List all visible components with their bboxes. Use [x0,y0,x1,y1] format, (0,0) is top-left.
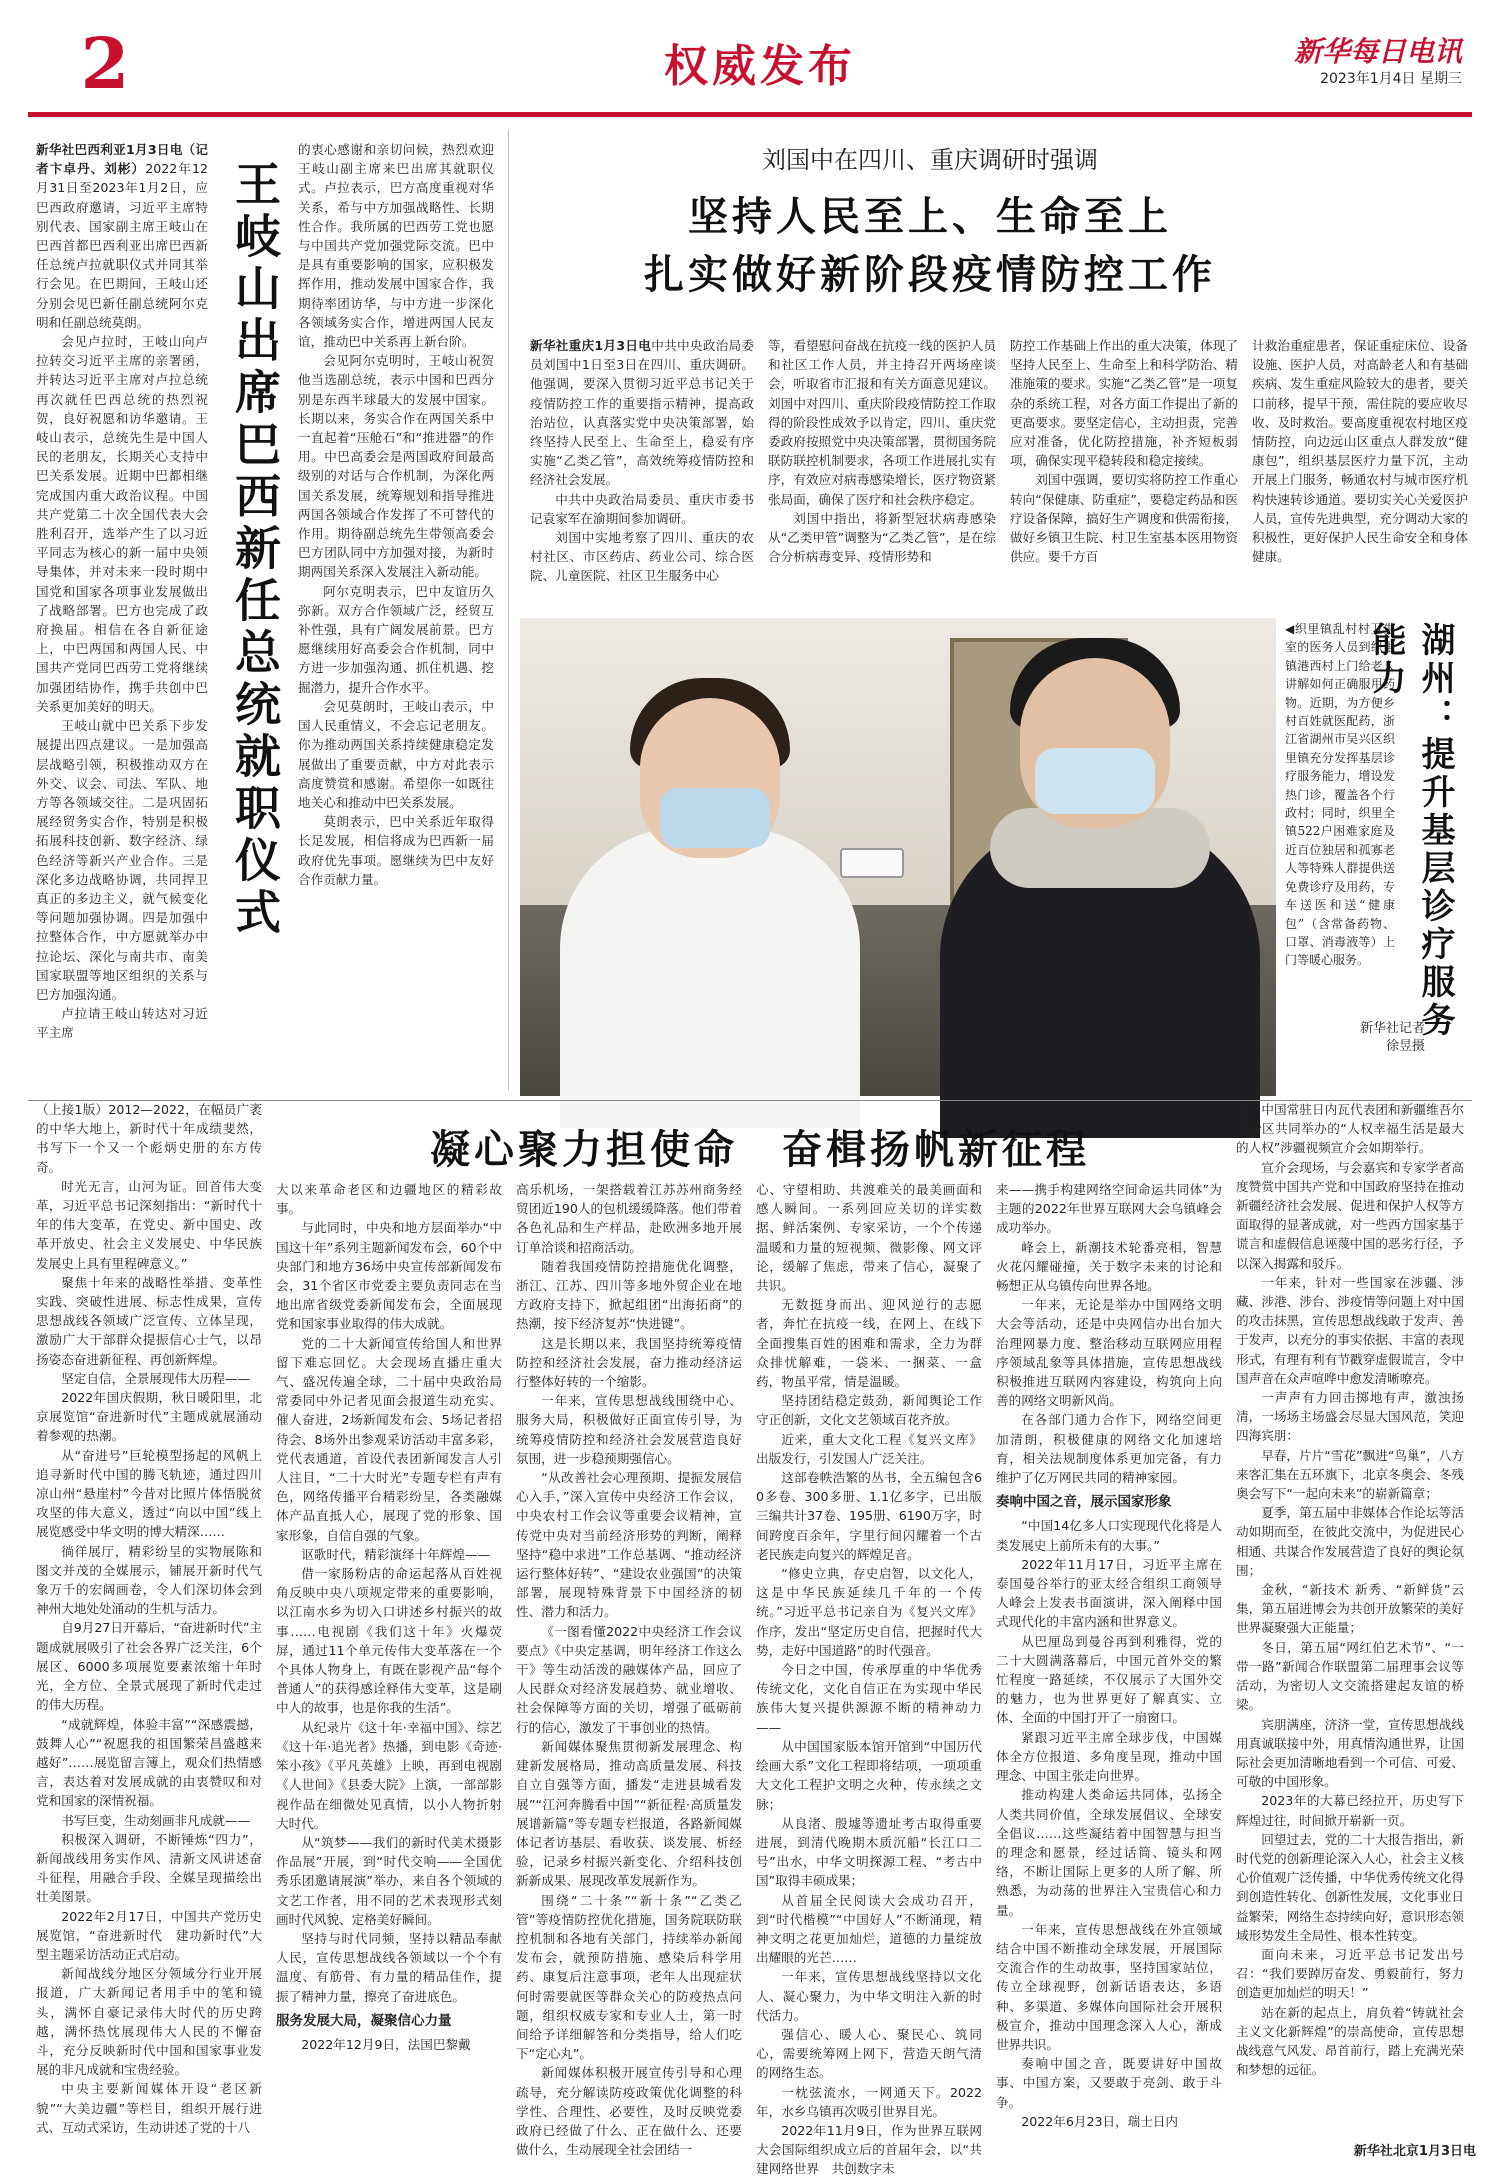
review-paragraph: 从中国国家版本馆开馆到“中国历代绘画大系”文化工程即将结项，一项项重大文化工程护文明之火种，传永续之文脉； [756,1738,982,1812]
masthead-rule [28,112,1472,117]
wang-dateline: 新华社巴西利亚1月3日电（记者卞卓丹、刘彬） [36,142,208,177]
wang-paragraph: 的衷心感谢和亲切问候，热烈欢迎王岐山副主席来巴出席其就职仪式。卢拉表示，巴方高度重视对华关系，希与中方加强战略性、长期性合作。我所属的巴西劳工党也愿与中国共产党加强党际交流。巴中是具有重要影响的国家，应积极发挥作用，推动发展中国家合作，我期待率团访华，与中方进一步深化各领域务实合作，增进两国人民友谊，推动巴中关系再上新台阶。 [298,142,494,350]
review-paragraph: 中央主要新闻媒体开设“老区新貌”“大美边疆”等栏目，组织开展行进式、互动式采访，生动讲述了党的十八 [36,2081,262,2135]
review-paragraph: 一声声有力回击掷地有声，激浊扬清，一场场主场盛会尽显大国风范，笑迎四海宾朋： [1236,1390,1464,1444]
wang-headline: 王岐山出席巴西新任总统就职仪式 [228,160,282,940]
review-paragraph: 时光无言，山河为证。回首伟大变革，习近平总书记深刻指出：“新时代十年的伟大变革，在党史、新中国史、改革开放史、社会主义发展史、中华民族发展史上具有里程碑意义。” [36,1178,262,1271]
review-paragraph: 从纪录片《这十年·幸福中国》、综艺《这十年·追光者》热播，到电影《奇迹·笨小孩》《平凡英雄》上映，再到电视剧《人世间》《县委大院》上演，一部部影视作品在细微处见真情，以小人物折射大时代。 [276,1719,502,1831]
review-paragraph: 从“筑梦——我们的新时代美术摄影作品展”开展，到“时代交响——全国优秀乐团邀请展演”举办，来自各个领域的文艺工作者，用不同的艺术表现形式刻画时代风貌、定格美好瞬间。 [276,1834,502,1927]
review-paragraph: 2022年6月23日，瑞士日内 [1021,2113,1179,2129]
review-paragraph: 2022年11月17日，习近平主席在泰国曼谷举行的亚太经合组织工商领导人峰会上发表书面演讲，深入阐释中国式现代化的丰富内涵和世界意义。 [996,1556,1222,1630]
review-paragraph: 2022年11月9日，作为世界互联网大会国际组织成立后的首届年会，以“共建网络世界 共创数字未 [756,2122,982,2177]
review-paragraph: 书写巨变，生动刻画非凡成就—— [61,1812,251,1828]
review-paragraph: 随着我国疫情防控措施优化调整，浙江、江苏、四川等多地外贸企业在地方政府支持下，掀起组团“出海拓商”的热潮，按下经济复苏“快进键”。 [516,1258,742,1332]
liu-article-column-3 [1010,336,1238,608]
liu-paragraph: 刘国中指出，将新型冠状病毒感染从“乙类甲管”调整为“乙类乙管”，是在综合分析病毒变异、疫情形势和 [768,510,996,565]
review-paragraph: 从良渚、殷墟等遗址考古取得重要进展，到清代晚期木质沉船“长江口二号”出水，中华文明探源工程、“考古中国”取得丰硕成果； [756,1815,982,1889]
photo-headline: 湖州：提升基层诊疗服务能力 [1366,622,1455,1040]
review-paragraph: 早春，片片“雪花”飘进“鸟巢”，八方来客汇集在五环旗下，北京冬奥会、冬残奥会写下“一起向未来”的崭新篇章； [1236,1447,1464,1502]
review-paragraph: “从改善社会心理预期、提振发展信心入手，”深入宣传中央经济工作会议，中央农村工作会议等重要会议精神，宣传党中央对当前经济形势的判断，阐释坚持“稳中求进”工作总基调、“推动经济运行整体好转”、“建设农业强国”的决策部署，展现特殊背景下中国经济的韧性、潜力和活力。 [516,1470,742,1620]
liu-article-column-4 [1252,336,1468,608]
liu-paragraph: 等，看望慰问奋战在抗疫一线的医护人员和社区工作人员，并主持召开两场座谈会，听取省市汇报和有关方面意见建议。刘国中对四川、重庆阶段疫情防控工作取得的阶段性成效予以肯定，四川、重庆党委政府按照党中央决策部署，贯彻国务院联防联控机制要求，各项工作进展扎实有序，有效应对病毒感染增长，医疗物资紧张局面，确保了医疗和社会秩序稳定。 [768,338,996,507]
section-title: 权威发布 [664,41,856,92]
liu-headline [540,188,1320,304]
photo-credit-org: 新华社记者 [1359,1021,1425,1036]
photo-credit-name: 徐昱摄 [1385,1039,1425,1054]
wang-paragraph: 会见阿尔克明时，王岐山祝贺他当选副总统，表示中国和巴西分别是东西半球最大的发展中国家。长期以来，务实合作在两国关系中一直起着“压舱石”和“推进器”的作用。中巴高委会是两国政府间最高级别的对话与合作机制，为深化两国关系发展，统筹规划和指导推进两国各领域合作发挥了不可替代的作用。期待副总统先生带领高委会巴方团队同中方加强对接，为新时期两国关系深入发展注入新动能。 [298,353,494,580]
review-paragraph: 与此同时，中央和地方层面举办“中国这十年”系列主题新闻发布会，60个中央部门和地方36场中央宣传部新闻发布会，31个省区市党委主要负责同志在当地出席省级党委新闻发布会，全面展现党和国家事业取得的伟大成就。 [276,1220,502,1332]
liu-headline-line-1: 坚持人民至上、生命至上 [688,193,1172,240]
review-paragraph: 聚焦十年来的战略性举措、变革性实践、突破性进展、标志性成果，宣传思想战线各领域广泛宣传、立体呈现，激励广大干部群众提振信心士气，以昂扬姿态奋进新征程、再创新辉煌。 [36,1274,262,1367]
wang-paragraph: 会见卢拉时，王岐山向卢拉转交习近平主席的亲署函，并转达习近平主席对卢拉总统再次就任巴西总统的热烈祝贺，良好祝愿和访华邀请。王岐山表示，总统先生是中国人民的老朋友，长期关心支持中巴关系发展。近期中巴都相继完成国内重大政治议程。中国共产党第二十次全国代表大会胜利召开，选举产生了以习近平同志为核心的新一届中央领导集体，并对未来一段时期中国党和国家各项事业发展做出了战略部署。巴方也完成了政府换届。相信在各自新征途上，中巴两国和两国人民、中国共产党同巴西劳工党将继续加强团结协作，携手共创中巴关系更加美好的明天。 [36,334,208,714]
review-paragraph: 近来，重大文化工程《复兴文库》出版发行，引发国人广泛关注。 [756,1431,982,1466]
wang-paragraph: 卢拉请王岐山转达对习近平主席 [36,1006,208,1041]
review-column-2 [276,1180,502,2140]
liu-article-column-1 [530,336,754,608]
review-paragraph: 从巴厘岛到曼谷再到利雅得，党的二十大圆满落幕后，中国元首外交的繁忙程度一路延续，不仅展示了大国外交的魅力，也为世界更好了解真实、立体、全面的中国打开了一扇窗口。 [996,1633,1222,1726]
review-paragraph: 讴歌时代，精彩演绎十年辉煌—— [301,1546,491,1562]
review-paragraph: “中国14亿多人口实现现代化将是人类发展史上前所未有的大事。” [996,1518,1222,1553]
review-paragraph: 2023年的大幕已经拉开，历史写下辉煌过往，时间掀开崭新一页。 [1236,1793,1464,1828]
liu-paragraph: 刘国中实地考察了四川、重庆的农村社区、市区药店、药业公司、综合医院、儿童医院、社区卫生服务中心 [530,530,754,584]
review-paragraph: 大以来革命老区和边疆地区的精彩故事。 [276,1182,502,1217]
liu-paragraph: 中共中央政治局委员刘国中1日至3日在四川、重庆调研。他强调，要深入贯彻习近平总书记关于疫情防控工作的重要指示精神，提高政治站位，认真落实党中央决策部署，始终坚持人民至上、生命至上，稳妥有序实施“乙类乙管”，高效统筹疫情防控和经济社会发展。 [530,338,754,488]
review-paragraph: 一年来，宣传思想战线围绕中心、服务大局，积极做好正面宣传引导，为统筹疫情防控和经济社会发展营造良好氛围，进一步稳预期强信心。 [516,1393,742,1466]
review-paragraph: 《一图看懂2022中央经济工作会议要点》《中央定基调，明年经济工作这么干》等生动活泼的融媒体产品，回应了人民群众对经济发展趋势、就业增收、社会保障等方面的关切，增强了砥砺前行的信心，激发了干事创业的热情。 [516,1623,742,1735]
photo-caption: ◀织里镇乱村村卫生室的医务人员到织里镇港西村上门给老人讲解如何正确服用药物。近期，为方便乡村百姓就医配药，浙江省湖州市吴兴区织里镇充分发挥基层诊疗服务能力，增设发热门诊，覆盖各个行政村；同时，织里全镇522户困难家庭及近百位独居和孤寡老人等特殊人群提供送免费诊疗及用药，专车送医和送“健康包”（含常备药物、口罩、消毒液等）上门等暖心服务。 [1285,622,1395,968]
liu-paragraph: 防控工作基础上作出的重大决策，体现了坚持人民至上、生命至上和科学防治、精准施策的要求。实施“乙类乙管”是一项复杂的系统工程，对各方面工作提出了新的更高要求。要坚定信心，主动担责，完善应对准备，优化防控措施，补齐短板弱项，确保实现平稳转段和稳定接续。 [1010,338,1238,469]
liu-kicker: 刘国中在四川、重庆调研时强调 [762,146,1098,174]
review-paragraph: 冬日，第五届“网红伯艺术节”、“一带一路”新闻合作联盟第二届理事会议等活动，为密切人文交流搭建起友谊的桥梁。 [1236,1639,1464,1713]
review-paragraph: 这部卷帙浩繁的丛书，全五编包含60多卷、300多册、1.1亿多字，已出版三编共计37卷、195册、6190万字，时间跨度百余年，字里行间闪耀着一个古老民族走向复兴的辉煌足音。 [756,1470,982,1562]
review-paragraph: “修史立典，存史启智，以文化人，这是中华民族延续几千年的一个传统。”习近平总书记亲自为《复兴文库》作序，发出“坚定历史自信，把握时代大势，走好中国道路”的时代强音。 [756,1566,982,1658]
review-paragraph: 从首届全民阅读大会成功召开，到“时代楷模”“中国好人”不断涌现，精神文明之花更加灿烂，道德的力量绽放出耀眼的光芒…… [756,1892,982,1966]
review-paragraph: 回望过去，党的二十大报告指出，新时代党的创新理论深入人心，社会主义核心价值观广泛传播，中华优秀传统文化得到创造性转化、创新性发展，文化事业日益繁荣，网络生态持续向好，意识形态领域形势发生全局性、根本性转变。 [1236,1831,1464,1943]
review-paragraph: 紧跟习近平主席全球步伐，中国媒体全方位报道、多角度呈现，推动中国理念、中国主张走向世界。 [996,1729,1222,1784]
review-paragraph: 奏响中国之音，既要讲好中国故事、中国方案，又要敢于亮剑、敢于斗争。 [996,2056,1222,2110]
review-paragraph: 坚持与时代同频，坚持以精品奉献人民，宣传思想战线各领域以一个个有温度、有筋骨、有力量的精品佳作，提振了精神力量，擦亮了奋进底色。 [276,1930,502,2004]
review-paragraph: 一年来，宣传思想战线坚持以文化人、凝心聚力，为中华文明注入新的时代活力。 [756,1969,982,2023]
review-paragraph: 坚持团结稳定鼓劲，新闻舆论工作守正创新，文化文艺领域百花齐放。 [756,1393,982,1428]
review-paragraph: （上接1版）2012—2022，在幅员广袤的中华大地上，新时代十年成绩斐然，书写下一个又一个彪炳史册的东方传奇。 [36,1102,262,1175]
publication-date: 2023年1月4日 星期三 [1320,71,1462,87]
review-paragraph: 积极深入调研，不断锤炼“四力”，新闻战线用务实作风、清新文风讲述奋斗征程，用融合手段、全媒呈现描绘出壮美图景。 [36,1831,262,1905]
review-paragraph: 2022年12月9日，法国巴黎戴 [301,2036,471,2052]
review-paragraph: 无数挺身而出、迎风逆行的志愿者，奔忙在抗疫一线，在网上、在线下全面搜集百姓的困难和需求，全力为群众排忧解难，一袋米、一捆菜、一盒药，物虽平常，情是温暖。 [756,1297,982,1390]
review-paragraph: 一枕弦流水，一网通天下。2022年，水乡乌镇再次吸引世界目光。 [756,2084,982,2119]
review-paragraph: 新闻媒体聚焦贯彻新发展理念、构建新发展格局，推动高质量发展、科技自立自强等方面，播发“走进县城看发展”“江河奔腾看中国”“新征程·高质量发展谱新篇”等专题专栏报道，各路新闻媒体记者访基层、看收获、谈发展、析经验，记录乡村振兴新变化、介绍科技创新新成果、展现改革发展新作为。 [516,1738,742,1889]
review-paragraph: 推动构建人类命运共同体，弘扬全人类共同价值，全球发展倡议、全球安全倡议……这些凝结着中国智慧与担当的理念和愿景，经过话筒、镜头和网络，不断让国际上更多的人所了解、所熟悉，为动荡的世界注入宝贵信心和力量。 [996,1787,1222,1918]
review-paragraph: 强信心、暖人心、聚民心、筑同心，需要统筹网上网下，营造天朗气清的网络生态。 [756,2026,982,2081]
liu-dateline: 新华社重庆1月3日电 [530,338,652,353]
review-column-6 [1236,1100,1464,2136]
review-paragraph: 自9月27日开幕后，“奋进新时代”主题成就展吸引了社会各界广泛关注，6个展区、6000多项展览要素浓缩十年时光，全方位、全景式展现了新时代走过的伟大历程。 [36,1620,262,1713]
review-column-4 [756,1180,982,2177]
review-paragraph: 夏季，第五届中非媒体合作论坛等活动如期而至，在彼此交流中，为促进民心相通、共谋合作发展营造了良好的舆论氛围； [1236,1505,1464,1578]
liu-paragraph: 计救治重症患者，保证重症床位、设备设施、医护人员，对高龄老人和有基础疾病、发生重症风险较大的患者，要关口前移，提早干预，需住院的要应收尽收、及时救治。要高度重视农村地区疫情防控，向边远山区重点人群发放“健康包”，组织基层医疗力量下沉，主动开展上门服务，畅通农村与城市医疗机构快速转诊通道。要切实关心关爱医护人员，宣传先进典型，充分调动大家的积极性，更好保护人民生命安全和身体健康。 [1252,338,1468,565]
review-paragraph: 从“奋进号”巨轮模型扬起的风帆上追寻新时代中国的腾飞轨迹，通过四川凉山州“悬崖村”今昔对比照片体悟脱贫攻坚的伟大意义，透过“向以中国”线上展览感受中华文明的博大精深…… [36,1447,262,1540]
review-paragraph: 2022年国庆假期，秋日暖阳里，北京展览馆“奋进新时代”主题成就展涌动着参观的热潮。 [36,1390,262,1444]
review-paragraph: 宾朋满座，济济一堂，宣传思想战线用真诚联接中外，用真情沟通世界，让国际社会更加清晰地看到一个可信、可爱、可敬的中国形象。 [1236,1716,1464,1790]
review-paragraph: 一年来，宣传思想战线在外宣领域结合中国不断推动全球发展，开展国际交流合作的生动故事，坚持国家站位，传立全球视野，创新话语表达，多语种、多渠道、多媒体向国际社会开展积极宣介，推动中国理念深入人心，渐成世界共识。 [996,1921,1222,2052]
wang-paragraph: 2022年12月31日至2023年1月2日，应巴西政府邀请，习近平主席特别代表、国家副主席王岐山在巴西首都巴西利亚出席巴西新任总统卢拉就职仪式并同其举行会见。在巴期间，王岐山还分别会见巴新任副总统阿尔克明和任副总统莫朗。 [36,161,209,330]
photo-credit [1285,1020,1425,1056]
page-number: 2 [80,22,130,105]
review-paragraph: 一年来，针对一些国家在涉疆、涉藏、涉港、涉台、涉疫情等问题上对中国的攻击抹黑，宣传思想战线敢于发声、善于发声，以充分的事实依据、丰富的表现形式，有理有利有节戳穿虚假谎言，令中国声音在众声喧哗中愈发清晰嘹亮。 [1236,1274,1464,1386]
review-paragraph: 这是长期以来，我国坚持统筹疫情防控和经济社会发展，奋力推动经济运行整体好转的一个缩影。 [516,1335,742,1390]
column-divider [508,130,509,1090]
review-paragraph: 金秋，“新技术 新秀、“新鲜货”云集，第五届进博会为共创开放繁荣的美好世界凝聚强大正能量； [1236,1582,1464,1636]
review-paragraph: 新闻媒体积极开展宣传引导和心理疏导，充分解读防疫政策优化调整的科学性、合理性、必要性，及时反映党委政府已经做了什么、正在做什么、还要做什么，生动展现全社会团结一 [516,2065,742,2158]
review-column-3 [516,1180,742,2158]
review-paragraph: 借一家肠粉店的命运起落从百姓视角反映中央八项规定带来的重要影响，以江南水乡为切入口讲述乡村振兴的故事……电视剧《我们这十年》火爆荧屏，通过11个单元传伟大变革落在一个个具体人物身上，有既在影视产品“每个普通人”的获得感诠释伟大变革，这是刷中人的故事，也是你我的生活”。 [276,1566,502,1716]
review-paragraph: 徜徉展厅，精彩纷呈的实物展陈和图文并茂的全媒展示，铺展开新时代气象万千的宏阔画卷，令人们深切体会到神州大地处处涌动的生机与活力。 [36,1543,262,1617]
review-paragraph: 党的二十大新闻宣传给国人和世界留下难忘回忆。大会现场直播庄重大气、盛况传遍全球，二十届中央政治局常委同中外记者见面会报道生动充实、催人奋进，2场新闻发布会、5场记者招待会、8场外出参观采访活动丰富多彩，党代表通道，首设代表团新闻发言人引人注目，“二十大时光”专题专栏有声有色，网络传播平台精彩纷呈，各类融媒体产品直抵人心，展现了党的形象、国家形象，自信自强的气象。 [276,1335,502,1543]
review-paragraph: 峰会上，新潮技术轮番亮相，智慧火花闪耀碰撞，关于数字未来的讨论和畅想正从乌镇传向世界各地。 [996,1239,1222,1294]
review-paragraph: 宣介会现场，与会嘉宾和专家学者高度赞赏中国共产党和中国政府坚持在推动新疆经济社会发展、促进和保护人权等方面取得的显著成就，对一些西方国家基于谎言和虚假信息诬蔑中国的恶劣行径，予以深入揭露和驳斥。 [1236,1159,1464,1271]
review-paragraph: 高乐机场，一架搭载着江苏苏州商务经贸团近190人的包机缓缓降落。他们带着各色礼品和生产样品，赴欧洲多地开展订单洽谈和招商活动。 [516,1182,742,1255]
liu-paragraph: 中共中央政治局委员、重庆市委书记袁家军在渝期间参加调研。 [530,491,754,526]
review-column-1 [36,1100,262,2140]
review-paragraph: 站在新的起点上，肩负着“铸就社会主义文化新辉煌”的崇高使命，宣传思想战线意气风发、昂首前行，踏上充满光荣和梦想的远征。 [1236,2004,1464,2078]
review-paragraph: 一年来，无论是举办中国网络文明大会等活动，还是中央网信办出台加大治理网暴力度、整治移动互联网应用程序领域乱象等具体措施，宣传思想战线积极推进互联网内容建设，构筑向上向善的网络文明新风尚。 [996,1297,1222,1409]
wang-paragraph: 王岐山就中巴关系下步发展提出四点建议。一是加强高层战略引领，积极推动双方在外交、议会、司法、军队、地方等各领域交往。二是巩固拓展经贸务实合作，特别是积极拓展科技创新、数字经济、绿色经济等新兴产业合作。三是深化多边战略协调，共同捍卫真正的多边主义，就气候变化等问题加强协调。四是加强中拉整体合作，中方愿就举办中拉论坛、深化与南共市、南美国家联盟等地区组织的关系与巴方加强沟通。 [36,718,208,1002]
review-footer-dateline: 新华社北京1月3日电 [1353,2144,1476,2159]
review-paragraph: 2022年2月17日，中国共产党历史展览馆，“奋进新时代 建功新时代”大型主题采访活动正式启动。 [36,1908,262,1962]
review-paragraph: 在各部门通力合作下，网络空间更加清朗，积极健康的网络文化加速培育，相关法规制度体系更加完备，有力维护了亿万网民共同的精神家园。 [996,1412,1222,1486]
review-paragraph: 面向未来，习近平总书记发出号召：“我们要踔厉奋发、勇毅前行，努力创造更加灿烂的明天！” [1236,1946,1464,2001]
newspaper-logo: 新华每日电讯 [1293,35,1462,68]
review-paragraph: 围绕“二十条”“新十条”“乙类乙管”等疫情防控优化措施，国务院联防联控机制和各地有关部门，持续举办新闻发布会，就预防措施、感染后科学用药、康复后注意事项，老年人出现症状何时需要就医等群众关心的防疫热点问题，组织权威专家和专业人士，第一时间给予详细解答和分类指导，给人们吃下“定心丸”。 [516,1892,742,2062]
liu-article-column-2 [768,336,996,608]
review-subhead: 奏响中国之音，展示国家形象 [996,1494,1172,1511]
news-photo [520,618,1276,1096]
review-column-5 [996,1180,1222,2140]
review-paragraph: “成就辉煌，体验丰富”“深感震撼，鼓舞人心”“祝愿我的祖国繁荣昌盛越来越好”……展览留言簿上，观众们热情感言，表达着对发展成就的由衷赞叹和对党和国家的深情祝福。 [36,1716,262,1809]
wang-paragraph: 莫朗表示，巴中关系近年取得长足发展，相信将成为巴西新一届政府优先事项。愿继续为巴中友好合作贡献力量。 [298,814,494,887]
review-paragraph: 来——携手构建网络空间命运共同体”为主题的2022年世界互联网大会乌镇峰会成功举办。 [996,1182,1222,1236]
wang-article-column-1 [36,140,208,1080]
review-subhead: 服务发展大局，凝聚信心力量 [276,2012,452,2029]
review-paragraph: 新闻战线分地区分领域分行业开展报道，广大新闻记者用手中的笔和镜头，满怀自豪记录伟大时代的历史跨越，满怀热忱展现伟大人民的不懈奋斗，充分反映新时代中国和国家事业发展的非凡成就和宝贵经验。 [36,1966,262,2078]
review-paragraph: 今日之中国，传承厚重的中华优秀传统文化，文化自信正在为实现中华民族伟大复兴提供源源不断的精神动力—— [756,1662,982,1735]
wang-paragraph: 会见莫朗时，王岐山表示，中国人民重情义，不会忘记老朋友。你为推动两国关系持续健康稳定发展做出了重要贡献，中方对此表示高度赞赏和感谢。希望你一如既往地关心和推动中巴关系发展。 [298,698,494,810]
wang-article-column-2 [298,140,494,1080]
liu-paragraph: 刘国中强调，要切实将防控工作重心转向“保健康、防重症”，要稳定药品和医疗设备保障，搞好生产调度和供需衔接，做好乡镇卫生院、村卫生室基本医用物资供应。要千方百 [1010,472,1238,565]
liu-headline-line-2: 扎实做好新阶段疫情防控工作 [644,251,1216,298]
review-headline: 凝心聚力担使命 奋楫扬帆新征程 [430,1126,1090,1173]
review-paragraph: 心、守望相助、共渡难关的最美画面和感人瞬间。一系列回应关切的详实数据、鲜活案例、专家采访，一个个传递温暖和力量的短视频、微影像、网文评论，缓解了焦虑，带来了信心，凝聚了共识。 [756,1182,982,1294]
review-paragraph: 坚定自信，全景展现伟大历程—— [61,1370,251,1386]
review-paragraph: 瓦，中国常驻日内瓦代表团和新疆维吾尔自治区共同举办的“人权幸福生活是最大的人权”涉疆视频宣介会如期举行。 [1236,1102,1464,1156]
wang-paragraph: 阿尔克明表示，巴中友谊历久弥新。双方合作领域广泛，经贸互补性强，具有广阔发展前景。巴方愿继续用好高委会合作机制，同中方进一步加强沟通、抓住机遇、挖掘潜力，提升合作水平。 [298,583,494,695]
